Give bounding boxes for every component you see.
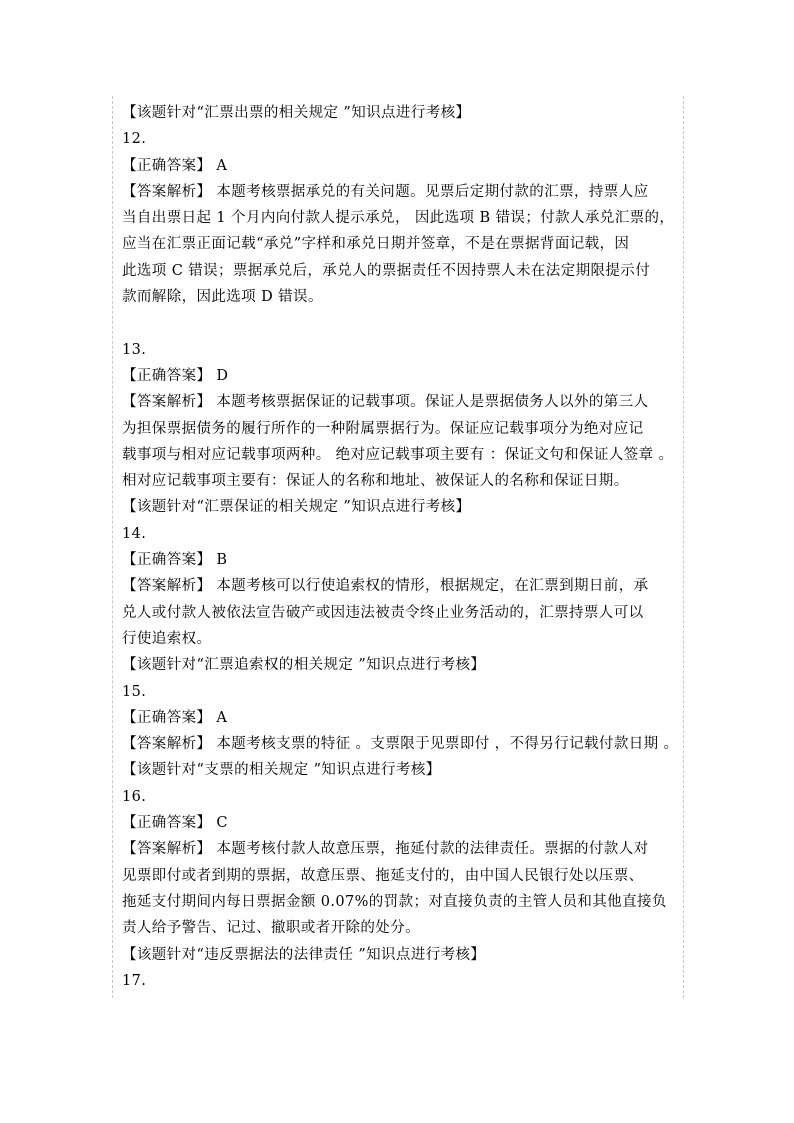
text-line: 17.: [122, 972, 147, 989]
text-line: 【答案解析】 本题考核票据承兑的有关问题。见票后定期付款的汇票，持票人应: [122, 183, 649, 200]
text-line: 14.: [122, 525, 147, 542]
text-line: 【正确答案】 B: [122, 552, 228, 569]
blank-line: [122, 310, 682, 336]
text-line: 兑人或付款人被依法宣告破产或因违法被责令终止业务活动的，汇票持票人可以: [122, 604, 644, 621]
text-line: 【正确答案】 C: [122, 815, 228, 832]
text-line: 【正确答案】 A: [122, 157, 228, 174]
text-line: 【该题针对“支票的相关规定 ”知识点进行考核】: [122, 762, 441, 779]
text-line: 相对应记载事项主要有：保证人的名称和地址、被保证人的名称和保证日期。: [122, 473, 629, 490]
text-line: 【答案解析】 本题考核支票的特征 。支票限于见票即付 ，不得另行记载付款日期 。: [122, 736, 679, 753]
text-line: 12.: [122, 131, 147, 148]
text-line: 【该题针对“违反票据法的法律责任 ”知识点进行考核】: [122, 946, 486, 963]
text-line: 行使追索权。: [122, 630, 212, 647]
text-line: 【答案解析】 本题考核可以行使追索权的情形，根据规定，在汇票到期日前，承: [122, 578, 649, 595]
text-line: 为担保票据债务的履行所作的一种附属票据行为。保证应记载事项分为绝对应记: [122, 420, 644, 437]
text-line: 【该题针对“汇票保证的相关规定 ”知识点进行考核】: [122, 499, 471, 516]
text-line: 【正确答案】 D: [122, 367, 229, 384]
text-line: 载事项与相对应记载事项两种。 绝对应记载事项主要有 ：保证文句和保证人签章 。: [122, 446, 674, 463]
text-line: 【正确答案】 A: [122, 709, 228, 726]
answer-document: [122, 100, 682, 994]
text-line: 16.: [122, 788, 147, 805]
text-line: 见票即付或者到期的票据，故意压票、拖延支付的，由中国人民银行处以压票、: [122, 867, 644, 884]
text-line: 应当在汇票正面记载“承兑”字样和承兑日期并签章，不是在票据背面记载，因: [122, 236, 630, 253]
text-line: 当自出票日起 1 个月内向付款人提示承兑， 因此选项 B 错误；付款人承兑汇票的，: [122, 210, 675, 227]
text-line: 责人给予警告、记过、撤职或者开除的处分。: [122, 920, 420, 937]
text-line: 【答案解析】 本题考核付款人故意压票，拖延付款的法律责任。票据的付款人对: [122, 841, 649, 858]
text-line: 【该题针对“汇票追索权的相关规定 ”知识点进行考核】: [122, 657, 486, 674]
text-line: 15.: [122, 683, 147, 700]
text-line: 【该题针对“汇票出票的相关规定 ”知识点进行考核】: [122, 105, 471, 121]
text-line: 【答案解析】 本题考核票据保证的记载事项。保证人是票据债务人以外的第三人: [122, 394, 649, 411]
text-line: 此选项 C 错误；票据承兑后，承兑人的票据责任不因持票人未在法定期限提示付: [122, 262, 651, 279]
text-line: 款而解除，因此选项 D 错误。: [122, 289, 323, 306]
text-line: 拖延支付期间内每日票据金额 0.07%的罚款；对直接负责的主管人员和其他直接负: [122, 893, 667, 910]
text-line: 13.: [122, 341, 147, 358]
